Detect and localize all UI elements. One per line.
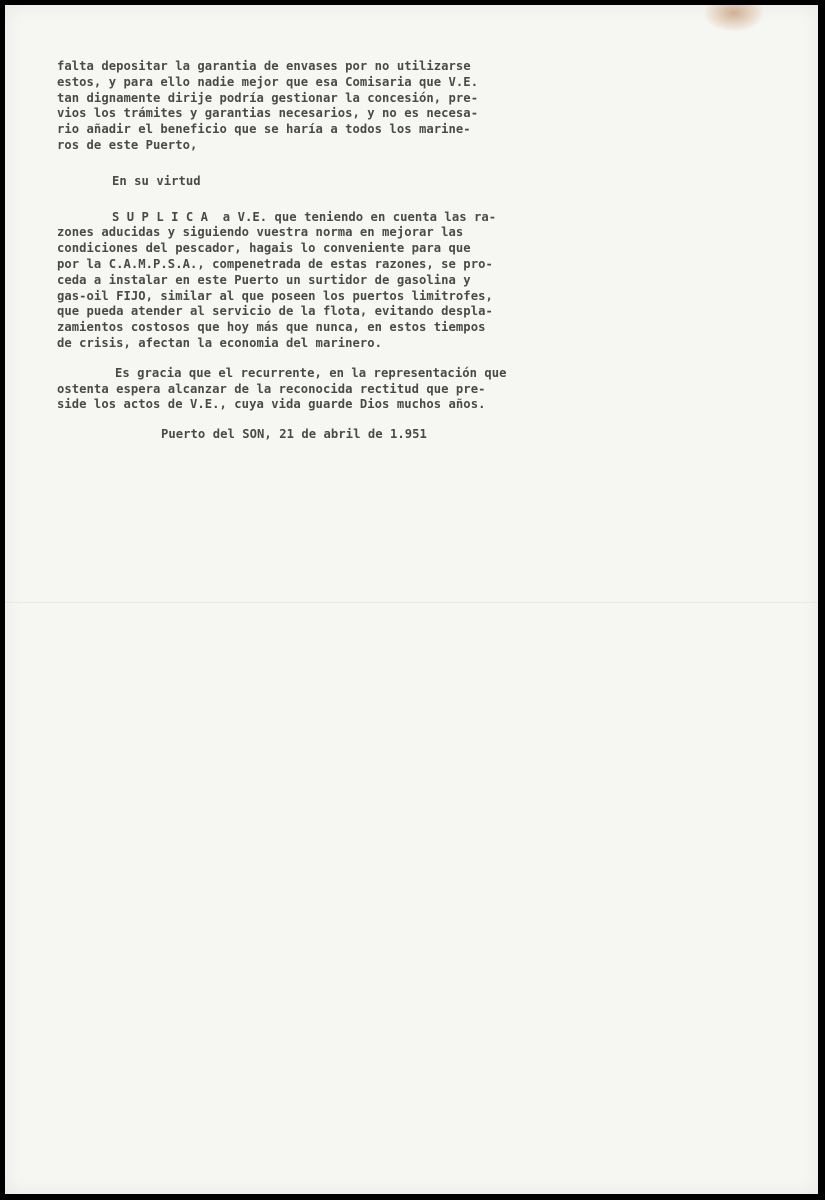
text-line: estos, y para ello nadie mejor que esa Comisaria que V.E. bbox=[57, 74, 479, 89]
text-line: gas-oil FIJO, similar al que poseen los puertos limitrofes, bbox=[57, 288, 493, 303]
text-line: rio añadir el beneficio que se haría a todos los marine- bbox=[57, 122, 471, 137]
text-line: zones aducidas y siguiendo vuestra norma en mejorar las bbox=[57, 225, 464, 240]
document-page bbox=[5, 5, 818, 1194]
paragraph-1 bbox=[57, 59, 637, 154]
paper-fold bbox=[5, 602, 818, 604]
text-line: ostenta espera alcanzar de la reconocida rectitud que pre- bbox=[57, 381, 486, 396]
document-body bbox=[57, 59, 637, 443]
en-su-virtud: En su virtud bbox=[112, 173, 201, 188]
paragraph-3 bbox=[57, 366, 637, 413]
paper-stain bbox=[705, 5, 763, 31]
text-line: de crisis, afectan la economia del marinero. bbox=[57, 335, 383, 350]
text-line: vios los trámites y garantias necesarios, y no es necesa- bbox=[57, 106, 479, 121]
text-line: condiciones del pescador, hagais lo conveniente para que bbox=[57, 241, 471, 256]
text-line: falta depositar la garantia de envases por no utilizarse bbox=[57, 59, 471, 73]
text-line: zamientos costosos que hoy más que nunca, en estos tiempos bbox=[57, 320, 486, 335]
text-line: S U P L I C A a V.E. que teniendo en cuenta las ra- bbox=[112, 209, 497, 224]
text-line: Es gracia que el recurrente, en la representación que bbox=[115, 365, 507, 380]
text-line: por la C.A.M.P.S.A., compenetrada de estas razones, se pro- bbox=[57, 256, 493, 271]
text-line: que pueda atender al servicio de la flota, evitando despla- bbox=[57, 304, 493, 319]
text-line: ros de este Puerto, bbox=[57, 137, 198, 152]
paragraph-2 bbox=[57, 210, 637, 352]
text-line: ceda a instalar en este Puerto un surtidor de gasolina y bbox=[57, 272, 471, 287]
date-line: Puerto del SON, 21 de abril de 1.951 bbox=[161, 427, 427, 442]
text-line: side los actos de V.E., cuya vida guarde Dios muchos años. bbox=[57, 397, 486, 412]
text-line: tan dignamente dirije podría gestionar la concesión, pre- bbox=[57, 90, 479, 105]
